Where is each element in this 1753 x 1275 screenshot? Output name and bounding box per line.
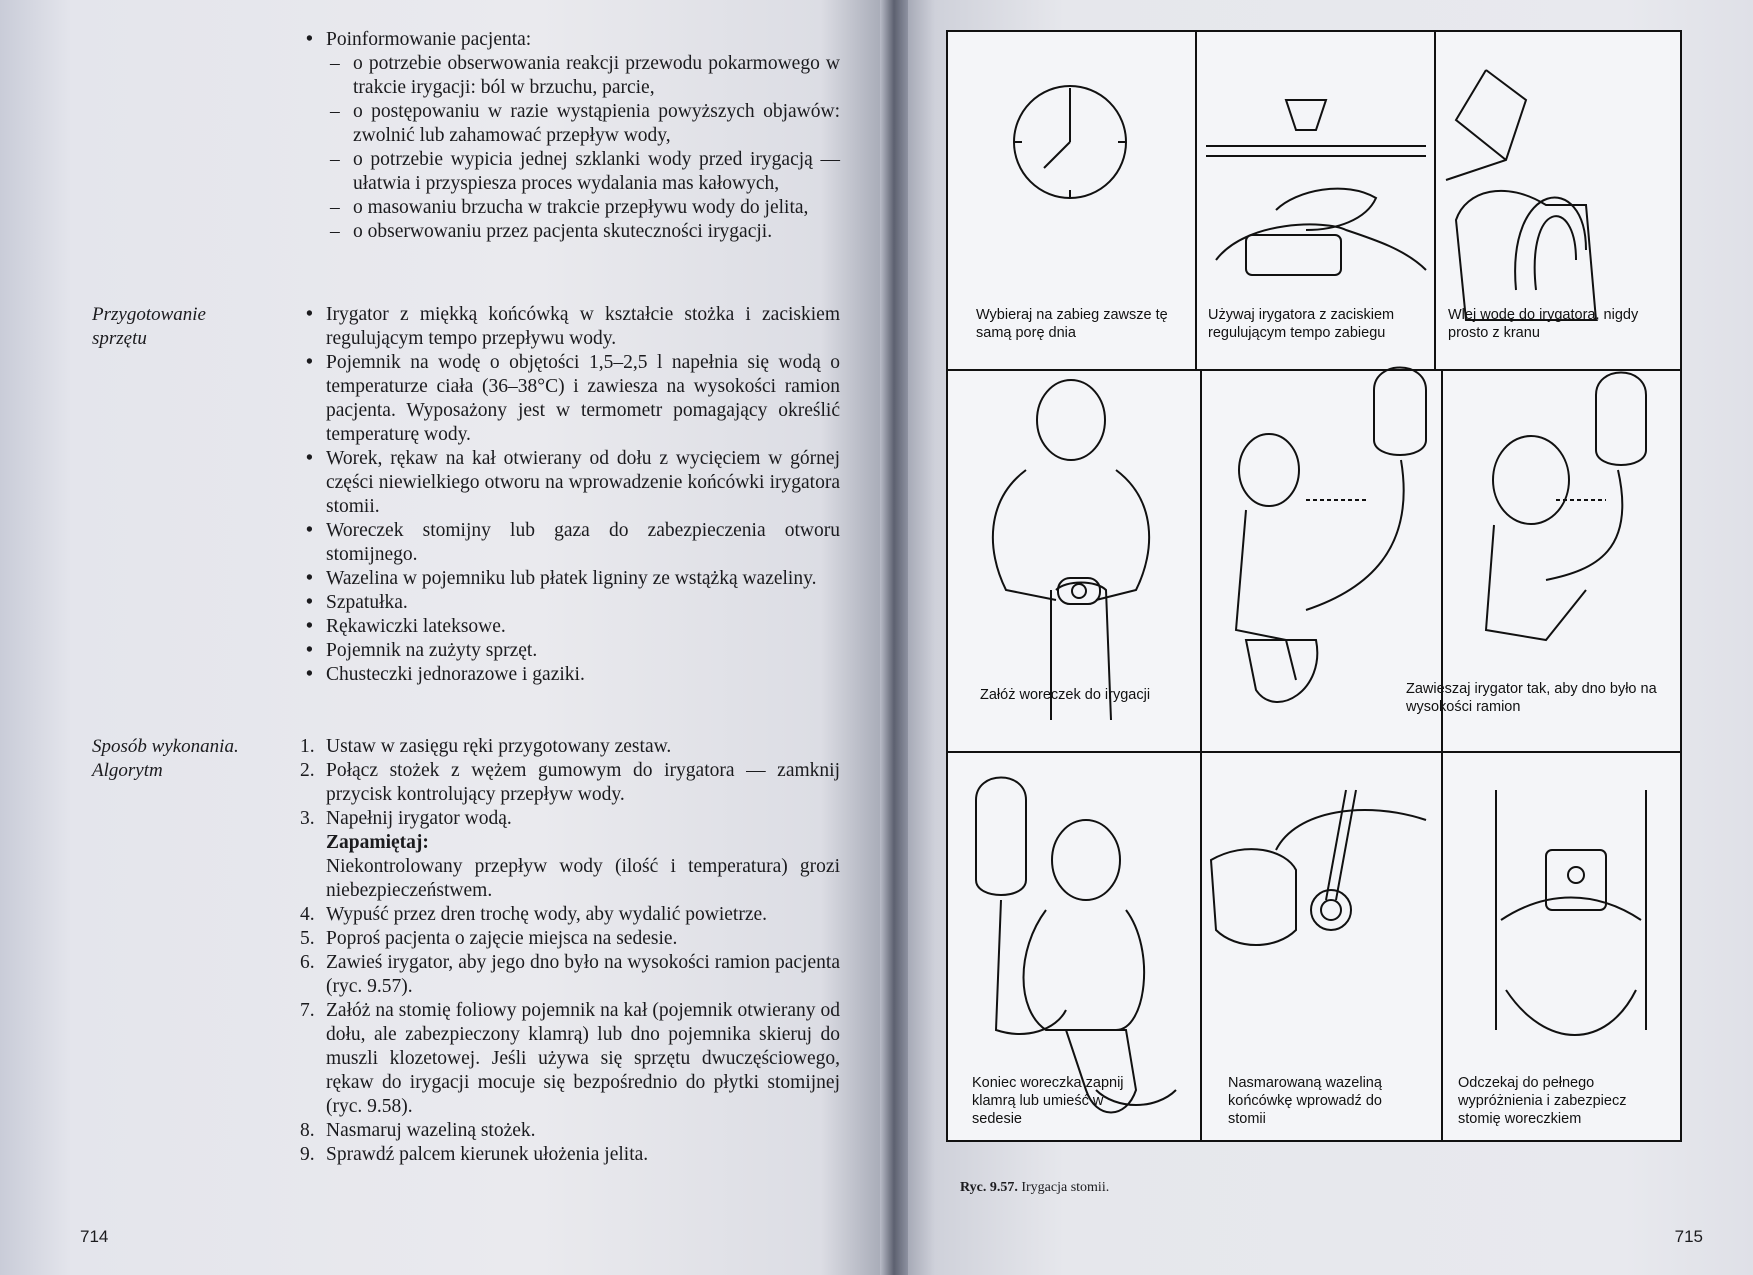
step-item: 8. Nasmaruj wazeliną stożek. <box>300 1120 536 1141</box>
step-item: 5. Poproś pacjenta o zajęcie miejsca na sedesie. <box>300 928 678 949</box>
equipment-item: • Woreczek stomijny lub gaza do zabezpieczenia otworu stomijnego. <box>300 519 840 567</box>
equipment-item: • Pojemnik na zużyty sprzęt. <box>300 639 840 663</box>
intro-item: – o postępowaniu w razie wystąpienia powyższych objawów: zwolnić lub zahamować przepływ wody, <box>300 100 840 148</box>
equipment-item: • Szpatułka. <box>300 591 840 615</box>
panel-caption: Zawieszaj irygator tak, aby dno było na wysokości ramion <box>1406 681 1657 715</box>
panel-caption: Koniec woreczka zapnij klamrą lub umieść w sedesie <box>972 1075 1124 1127</box>
panel-caption: Załóż woreczek do irygacji <box>980 687 1151 703</box>
figure-number: Ryc. 9.57. <box>960 1180 1018 1195</box>
lubricated-cone-icon <box>1211 790 1426 945</box>
step-item: 7. Załóż na stomię foliowy pojemnik na kał (pojemnik otwierany od dołu, ale zabezpieczony klamrą) lub dno pojemnika skieruj do muszli klozetowej. Jeśli używa się sprzętu dwuczęściowego, rękaw do irygacji mocuje się bezpośrednio do płytki stomijnej (ryc. 9.58). <box>300 1000 840 1117</box>
equipment-item: • Irygator z miękką końcówką w kształcie stożka i zaciskiem regulującym tempo przepływu wody. <box>300 303 840 351</box>
intro-item: – o potrzebie obserwowania reakcji przewodu pokarmowego w trakcie irygacji: ból w brzuchu, parcie, <box>300 52 840 100</box>
panel-caption: Używaj irygatora z zaciskiem regulującym tempo zabiegu <box>1208 307 1395 341</box>
figure-irrigation <box>946 30 1682 1142</box>
step-item: 2. Połącz stożek z wężem gumowym do irygatora — zamknij przycisk kontrolujący przepływ wody. <box>300 760 840 805</box>
equipment-list <box>300 303 840 687</box>
irrigator-clamp-icon <box>1206 100 1426 275</box>
figure-grid <box>946 30 1682 1142</box>
equipment-item: • Wazelina w pojemniku lub płatek ligniny ze wstążką wazeliny. <box>300 567 840 591</box>
equipment-item: • Pojemnik na wodę o objętości 1,5–2,5 l napełnia się wodą o temperaturze ciała (36–38°C) i zawiesza na wysokości ramion pacjenta. Wyposażony jest w termometr pomagający określić temperaturę wody. <box>300 351 840 447</box>
intro-item: – o potrzebie wypicia jednej szklanki wody przed irygacją — ułatwia i przyspiesza proces wydalania mas kałowych, <box>300 148 840 196</box>
equipment-item: • Rękawiczki lateksowe. <box>300 615 840 639</box>
intro-item: – o obserwowaniu przez pacjenta skuteczności irygacji. <box>300 220 840 244</box>
figure-caption <box>960 1180 1109 1196</box>
algorithm-steps <box>300 735 840 1167</box>
figure-title: Irygacja stomii. <box>1021 1180 1110 1195</box>
hanging-irrigator-icon <box>1486 373 1646 641</box>
page-number-left: 714 <box>80 1227 109 1246</box>
panel-caption: Wlej wodę do irygatora, nigdy prosto z kranu <box>1448 307 1639 341</box>
step-item: 3. Napełnij irygator wodą. <box>300 808 512 829</box>
book-gutter <box>880 0 908 1275</box>
equipment-heading: Przygotowanie sprzętu <box>92 304 206 349</box>
equipment-item: • Worek, rękaw na kał otwierany od dołu z wycięciem w górnej części niewielkiego otworu na wprowadzenie końcówki irygatora stomii. <box>300 447 840 519</box>
panel-caption: Odczekaj do pełnego wypróżnienia i zabezpiecz stomię woreczkiem <box>1458 1075 1627 1127</box>
stoma-bag-icon <box>976 778 1176 1113</box>
equipment-item: • Chusteczki jednorazowe i gaziki. <box>300 663 840 687</box>
remember-label: Zapamiętaj: <box>326 832 429 853</box>
intro-bullet: • Poinformowanie pacjenta: <box>300 28 840 52</box>
stoma-pouch-icon <box>1496 790 1646 1035</box>
step-item: 9. Sprawdź palcem kierunek ułożenia jelita. <box>300 1144 649 1165</box>
step-item: 1. Ustaw w zasięgu ręki przygotowany zestaw. <box>300 736 672 757</box>
stoma-bag-icon <box>993 380 1149 720</box>
page-number-right: 715 <box>1674 1227 1703 1246</box>
method-heading: Sposób wykonania. Algorytm <box>92 736 239 781</box>
patient-info-section <box>300 28 840 244</box>
panel-caption: Nasmarowaną wazeliną końcówkę wprowadź do stomii <box>1228 1075 1382 1127</box>
panel-caption: Wybieraj na zabieg zawsze tę samą porę dnia <box>976 307 1168 341</box>
step-item: 4. Wypuść przez dren trochę wody, aby wydalić powietrze. <box>300 904 768 925</box>
irrigator-bag-icon <box>1446 70 1596 320</box>
remember-text: Niekontrolowany przepływ wody (ilość i temperatura) grozi niebezpieczeństwem. <box>326 856 840 901</box>
step-item: 6. Zawieś irygator, aby jego dno było na wysokości ramion pacjenta (ryc. 9.57). <box>300 952 840 997</box>
intro-item: – o masowaniu brzucha w trakcie przepływu wody do jelita, <box>300 196 840 220</box>
clock-icon <box>1014 86 1126 198</box>
hanging-irrigator-icon <box>1236 368 1426 702</box>
